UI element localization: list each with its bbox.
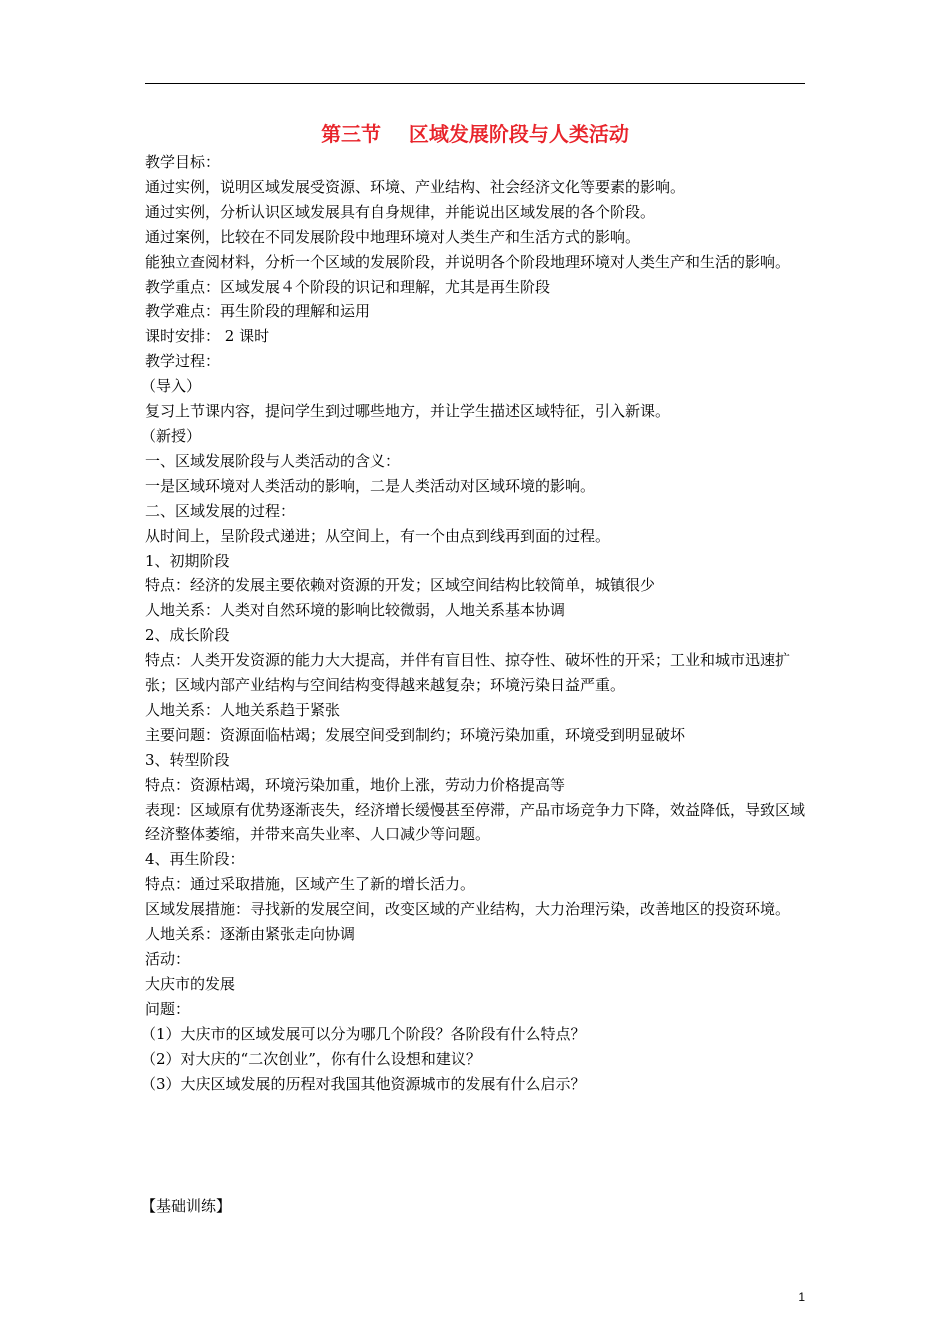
paragraph-line: 主要问题：资源面临枯竭；发展空间受到制约；环境污染加重，环境受到明显破坏 <box>145 725 686 744</box>
paragraph-line: 教学重点：区域发展４个阶段的识记和理解，尤其是再生阶段 <box>145 277 551 296</box>
section-heading: 【基础训练】 <box>141 1197 232 1215</box>
paragraph-line: 3、转型阶段 <box>145 750 230 769</box>
page-number: 1 <box>798 1290 805 1304</box>
paragraph-line: 课时安排： 2 课时 <box>145 327 270 346</box>
question-item: （3）大庆区域发展的历程对我国其他资源城市的发展有什么启示？ <box>141 1074 586 1093</box>
paragraph-line: 从时间上，呈阶段式递进；从空间上，有一个由点到线再到面的过程。 <box>145 526 611 545</box>
paragraph-line: 通过案例，比较在不同发展阶段中地理环境对人类生产和生活方式的影响。 <box>145 227 641 246</box>
paragraph-line: 表现：区域原有优势逐渐丧失，经济增长缓慢甚至停滞，产品市场竞争力下降，效益降低，导致区域经济整体萎缩，并带来高失业率、人口减少等问题。 <box>145 800 806 844</box>
question-item: （1）大庆市的区域发展可以分为哪几个阶段？各阶段有什么特点？ <box>141 1024 586 1043</box>
paragraph-line: 大庆市的发展 <box>145 974 236 993</box>
paragraph-line: 教学过程： <box>145 352 221 371</box>
paragraph-line: 特点：经济的发展主要依赖对资源的开发；区域空间结构比较简单，城镇很少 <box>145 576 656 595</box>
paragraph-line: 教学难点：再生阶段的理解和运用 <box>145 302 371 321</box>
paragraph-line: 区域发展措施：寻找新的发展空间，改变区域的产业结构，大力治理污染，改善地区的投资环境。 <box>145 900 791 919</box>
paragraph-line: 人地关系：人类对自然环境的影响比较微弱，人地关系基本协调 <box>145 601 566 620</box>
paragraph-line: （新授） <box>141 426 202 445</box>
document-body <box>141 150 807 1096</box>
page-title: 第三节 区域发展阶段与人类活动 <box>321 122 629 146</box>
paragraph-line: 二、区域发展的过程： <box>145 501 296 520</box>
paragraph-line: 教学目标： <box>145 153 221 171</box>
question-item: （2）对大庆的“二次创业”，你有什么设想和建议？ <box>141 1049 481 1068</box>
header-rule <box>145 83 805 84</box>
paragraph-line: 人地关系：逐渐由紧张走向协调 <box>145 925 356 944</box>
paragraph-line: 一、区域发展阶段与人类活动的含义： <box>145 451 401 470</box>
paragraph-line: 人地关系：人地关系趋于紧张 <box>145 700 341 719</box>
paragraph-line: 通过实例，说明区域发展受资源、环境、产业结构、社会经济文化等要素的影响。 <box>145 177 686 196</box>
paragraph-line: 问题： <box>145 999 191 1018</box>
paragraph-line: 复习上节课内容，提问学生到过哪些地方，并让学生描述区域特征，引入新课。 <box>145 402 671 421</box>
paragraph-line: 一是区域环境对人类活动的影响，二是人类活动对区域环境的影响。 <box>145 476 596 495</box>
paragraph-line: 4、再生阶段： <box>145 850 245 869</box>
paragraph-line: 特点：资源枯竭，环境污染加重，地价上涨，劳动力价格提高等 <box>145 775 566 794</box>
paragraph-line: 1、初期阶段 <box>145 551 230 570</box>
paragraph-line: 活动： <box>145 950 191 968</box>
paragraph-line: 通过实例，分析认识区域发展具有自身规律，并能说出区域发展的各个阶段。 <box>145 202 656 221</box>
paragraph-line: 能独立查阅材料，分析一个区域的发展阶段，并说明各个阶段地理环境对人类生产和生活的影响。 <box>145 252 791 271</box>
paragraph-line: （导入） <box>141 377 202 396</box>
paragraph-line: 特点：人类开发资源的能力大大提高，并伴有盲目性、掠夺性、破坏性的开采；工业和城市迅速扩张；区域内部产业结构与空间结构变得越来越复杂；环境污染日益严重。 <box>145 651 791 695</box>
paragraph-line: 2、成长阶段 <box>145 626 230 645</box>
paragraph-line: 特点：通过采取措施，区域产生了新的增长活力。 <box>145 875 476 894</box>
